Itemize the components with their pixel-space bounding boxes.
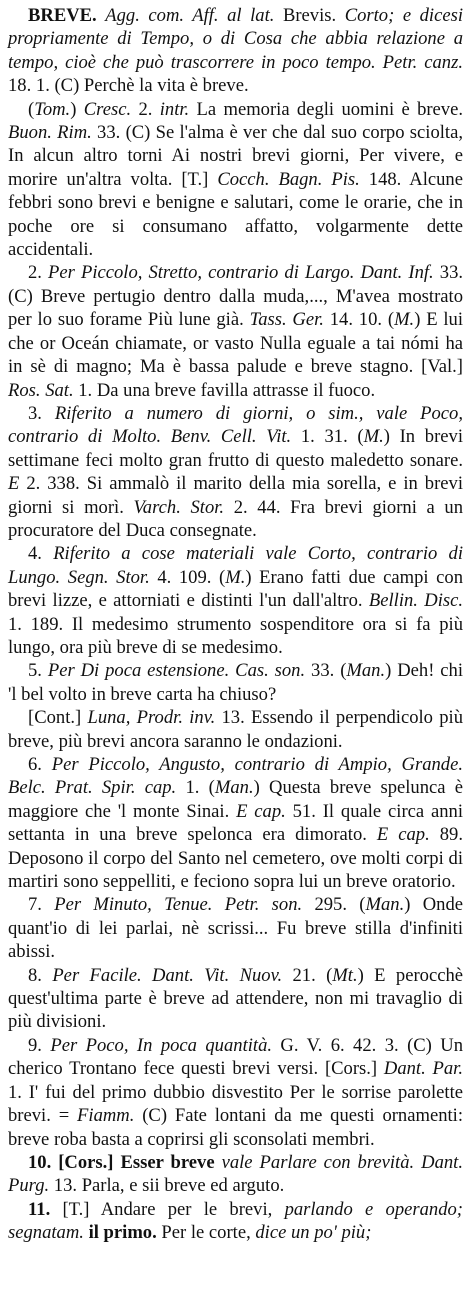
- text-run: E cap.: [236, 800, 286, 822]
- text-run: Tom.: [34, 98, 71, 120]
- text-run: [Cont.]: [28, 707, 88, 729]
- text-run: 5.: [28, 660, 48, 682]
- text-run: (: [28, 98, 35, 120]
- text-run: vale Parlare con brevità. Dant. Purg.: [8, 1151, 463, 1197]
- text-run: 2. 44. Fra brevi giorni a un procuratore del Duca consegnate.: [8, 496, 463, 541]
- text-run: 8.: [28, 964, 53, 986]
- text-run: La memoria degli uomini è breve.: [189, 98, 464, 120]
- text-run: ) Onde quant'io di lei parlai, nè scrissi... Fu breve stilla d'infiniti abissi.: [8, 894, 463, 963]
- text-run: 33. (C) Se l'alma è ver che dal suo corpo sciolta, In alcun altro torni Ai nostri brevi giorni, Per vivere, e morire un'altra volta. [T.]: [8, 122, 463, 190]
- text-run: M.: [225, 566, 246, 588]
- text-run: Per Di poca estensione. Cas. son.: [47, 660, 306, 682]
- text-run: 18. 1. (C) Perchè la vita è breve.: [8, 75, 249, 97]
- text-run: M.: [363, 426, 384, 448]
- text-run: [T.] Andare per le brevi,: [50, 1198, 285, 1220]
- text-run: Dant. Par.: [383, 1058, 464, 1080]
- text-run: ) Questa breve spelunca è maggiore che 'l monte Sinai.: [8, 777, 464, 822]
- text-run: Varch. Stor.: [133, 496, 225, 518]
- text-run: dice un po' più;: [255, 1222, 372, 1244]
- entry-sense-4: [8, 542, 463, 659]
- text-run: G. V. 6. 42. 3. (C) Un cherico Trontano fece questi brevi versi. [Cors.]: [8, 1034, 464, 1080]
- entry-sense-5: [8, 659, 463, 706]
- text-run: [97, 5, 106, 26]
- text-run: Per Piccolo, Stretto, contrario di Largo. Dant. Inf.: [48, 262, 434, 284]
- text-run: 33. (: [305, 660, 347, 682]
- text-run: 2. 338. Si ammalò il marito della mia sorella, e in brevi giorni si morì.: [8, 473, 463, 518]
- entry-paragraph-tom: [8, 98, 463, 262]
- text-run: E cap.: [376, 824, 430, 846]
- entry-sense-2: [8, 261, 463, 401]
- text-run: 6.: [28, 754, 52, 775]
- text-run: Per Piccolo, Angusto, contrario di Ampio, Grande. Belc. Prat. Spir. cap.: [8, 754, 463, 799]
- text-run: Cresc.: [83, 98, 132, 120]
- text-run: Mt.: [332, 964, 358, 986]
- text-run: parlando e operando; segnatam.: [8, 1198, 463, 1244]
- text-run: BREVE.: [28, 5, 97, 26]
- text-run: E: [8, 473, 20, 495]
- text-run: 4. 109. (: [149, 566, 226, 588]
- text-run: ) E perocchè quest'ultima parte è breve ad attendere, non mi travaglio di più divisioni.: [8, 964, 463, 1033]
- text-run: Per le corte,: [156, 1222, 256, 1244]
- text-run: 3.: [28, 402, 55, 424]
- text-run: Cocch. Bagn. Pis.: [217, 168, 360, 190]
- text-run: Bellin. Disc.: [368, 590, 463, 612]
- text-run: il primo.: [88, 1222, 157, 1244]
- text-run: ) E lui che or Oceán chiamate, or vasto Nulla eguale a tai nómi ha in sè di magno; Ma è bassa palude e breve stagno. [Val.]: [8, 309, 464, 378]
- text-run: [215, 1152, 222, 1173]
- entry-headword-paragraph: [8, 4, 463, 98]
- text-run: ): [70, 98, 84, 120]
- text-run: 148. Alcune febbri sono brevi e benigne e salutari, come le orarie, che in poche ore si consumano affatto, volgarmente dette accidentali.: [8, 168, 463, 261]
- text-run: 295. (: [302, 894, 366, 916]
- text-run: 9.: [28, 1034, 51, 1056]
- text-run: Per Poco, In poca quantità.: [50, 1034, 273, 1056]
- text-run: Brevis.: [274, 5, 345, 26]
- text-run: 2.: [131, 98, 160, 120]
- text-run: 13. Parla, e sii breve ed arguto.: [49, 1175, 285, 1197]
- text-run: 51. Il quale circa anni settanta in una breve spelonca era dimorato.: [8, 800, 463, 846]
- text-run: M.: [394, 309, 415, 331]
- text-run: Corto; e dicesi propriamente di Tempo, o di Cosa che abbia relazione a tempo, cioè che può trascorrere in poco tempo. Petr. canz.: [8, 5, 463, 73]
- text-run: 4.: [28, 543, 54, 565]
- text-run: 7.: [28, 894, 55, 916]
- text-run: Riferito a numero di giorni, o sim., vale Poco, contrario di Molto. Benv. Cell. Vit.: [8, 402, 463, 448]
- entry-sense-11: [8, 1198, 463, 1245]
- text-run: Agg. com. Aff. al lat.: [105, 5, 275, 26]
- text-run: Man.: [346, 660, 386, 682]
- text-run: Per Facile. Dant. Vit. Nuov.: [52, 964, 283, 986]
- entry-sense-3: [8, 402, 463, 542]
- text-run: 14. 10. (: [323, 309, 395, 331]
- text-run: 10. [Cors.] Esser breve: [28, 1151, 215, 1173]
- text-run: 2.: [28, 262, 49, 284]
- text-run: ) Erano fatti due campi con brevi lizze, e attorniati e distinti l'un dall'altro.: [8, 566, 463, 612]
- text-run: 1. 189. Il medesimo strumento sospenditore ora si fa più lungo, ora più breve di se medesimo.: [8, 613, 463, 658]
- text-run: Fiamm.: [77, 1105, 135, 1127]
- text-run: ) Deh! chi 'l bel volto in breve carta ha chiuso?: [8, 660, 464, 705]
- entry-sense-8: [8, 964, 463, 1034]
- text-run: Ros. Sat.: [8, 379, 74, 401]
- text-run: 89. Deposono il corpo del Santo nel cemetero, ove molti corpi di martiri sono seppelliti, e feciono sopra lui un breve oratorio.: [8, 824, 463, 893]
- text-run: (C) Fate lontani da me questi ornamenti: breve roba basta a coprirsi gli sconsolati membri.: [8, 1105, 463, 1150]
- text-run: Luna, Prodr. inv.: [87, 707, 216, 729]
- text-run: 1. 31. (: [291, 426, 364, 448]
- text-run: Man.: [214, 777, 254, 799]
- text-run: 1. Da una breve favilla attrasse il fuoco.: [73, 379, 376, 401]
- entry-sense-9: [8, 1034, 463, 1151]
- text-run: 1. (: [176, 777, 215, 799]
- text-run: intr.: [159, 98, 190, 120]
- entry-sense-7: [8, 893, 463, 963]
- text-run: Per Minuto, Tenue. Petr. son.: [54, 894, 303, 916]
- entry-sense-5-cont: [8, 706, 463, 753]
- text-run: 33. (C) Breve pertugio dentro dalla muda,..., M'avea mostrato per lo suo forame Più lune già.: [8, 262, 464, 331]
- text-run: 13. Essendo il perpendicolo più breve, più brevi ancora saranno le ondazioni.: [8, 707, 464, 752]
- entry-sense-10: [8, 1151, 463, 1198]
- text-run: Riferito a cose materiali vale Corto, contrario di Lungo. Segn. Stor.: [8, 543, 464, 588]
- text-run: 21. (: [282, 964, 333, 986]
- text-run: ) In brevi settimane feci molto gran frutto di questo maledetto sonare.: [8, 426, 463, 471]
- text-run: 1. I' fui del primo dubbio disvestito Per le sorrise parolette brevi. =: [8, 1081, 463, 1127]
- entry-sense-6: [8, 753, 463, 893]
- text-run: Man.: [365, 894, 405, 916]
- text-run: Tass. Ger.: [249, 309, 324, 331]
- text-run: 11.: [28, 1198, 51, 1220]
- text-run: Buon. Rim.: [8, 122, 92, 144]
